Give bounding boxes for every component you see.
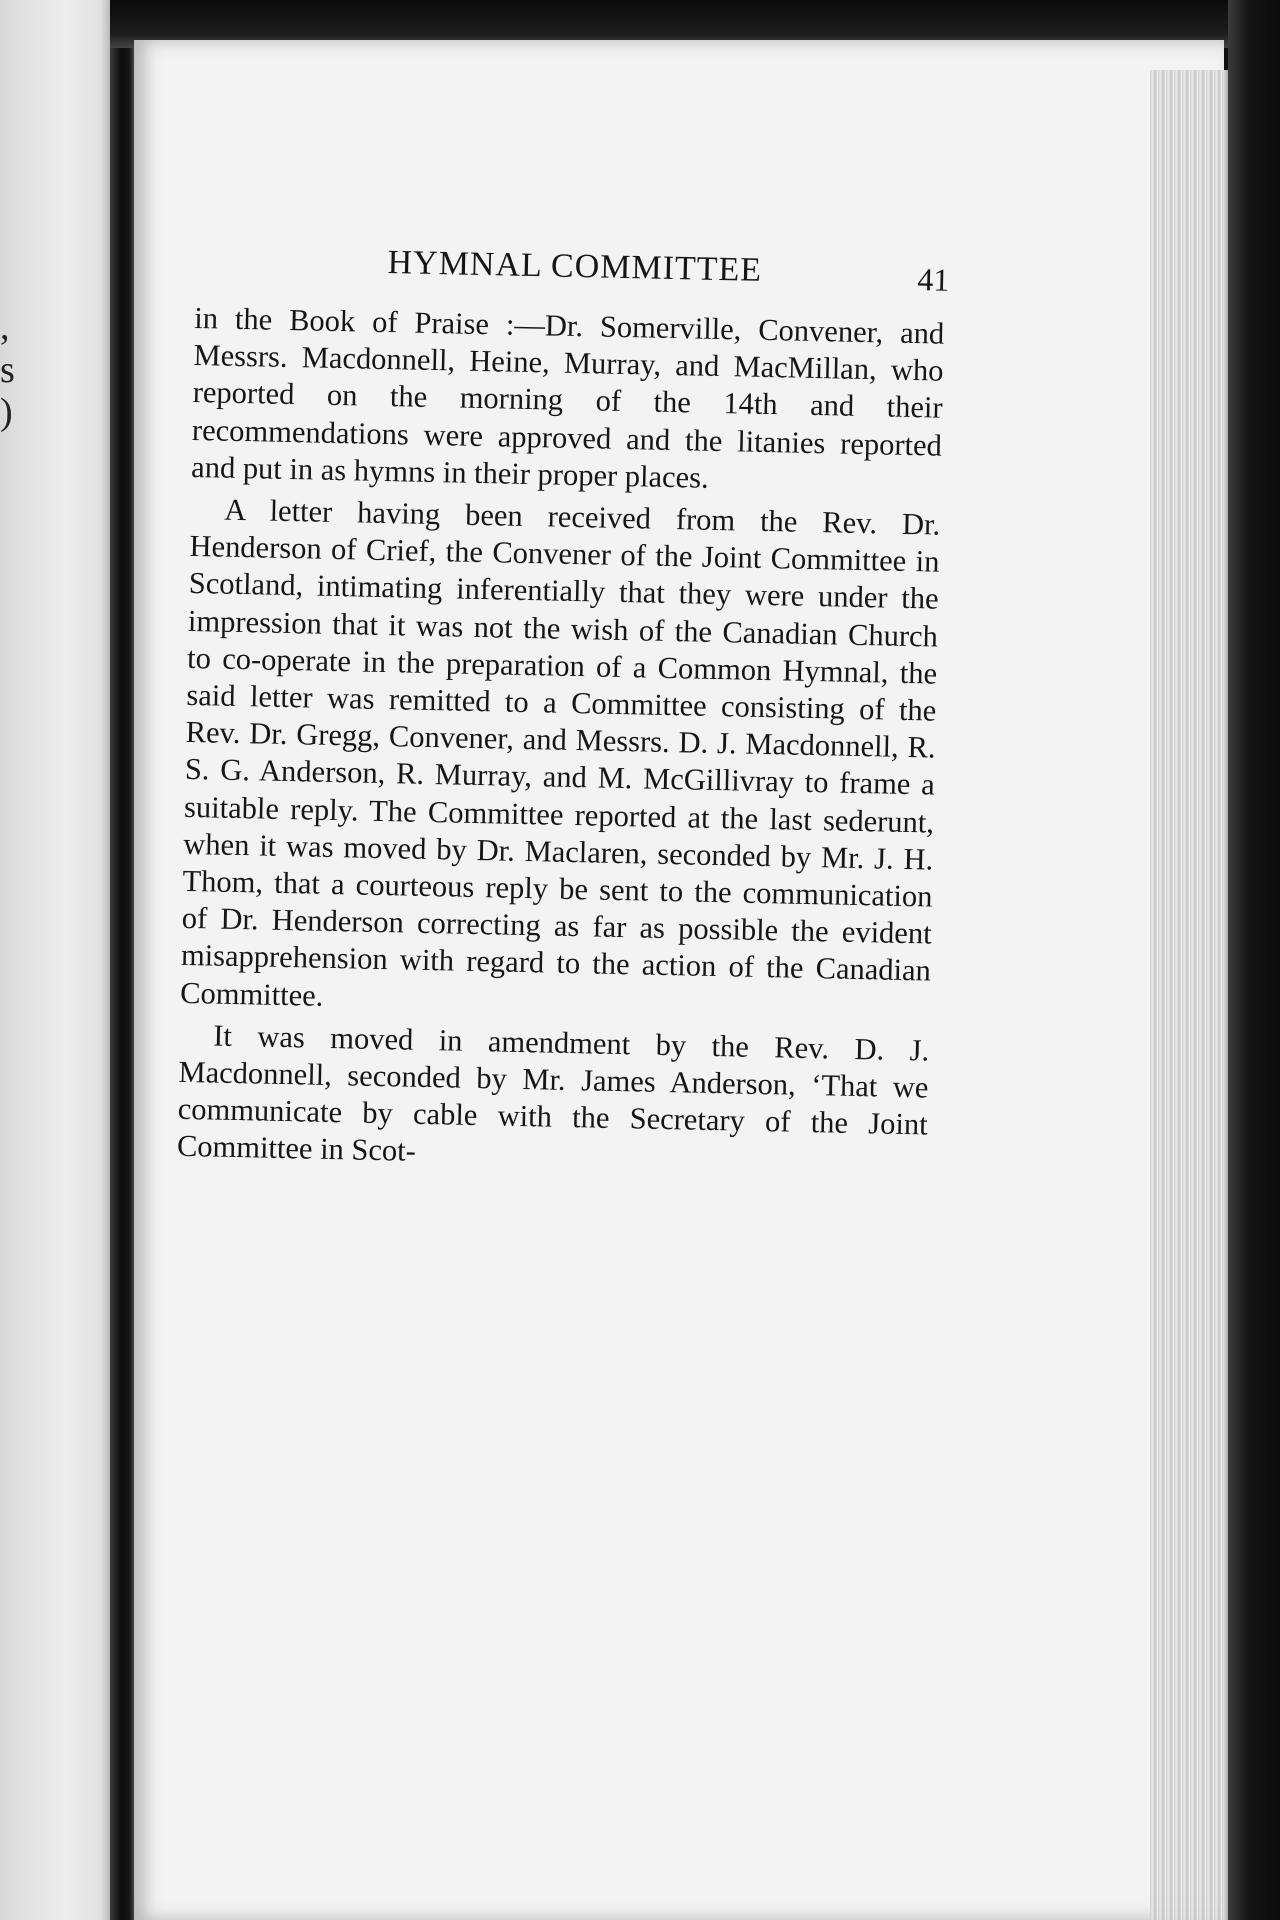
- page-edge-stack: [1150, 70, 1230, 1920]
- right-shadow: [1228, 0, 1280, 1920]
- running-title: HYMNAL COMMITTEE: [387, 244, 763, 289]
- left-page-edge: [0, 0, 118, 1920]
- paragraph: A letter having been received from the Rev. Dr. Henderson of Crief, the Convener of the Joint Committee in Scotland, intimating inferentially that they were under the impression that it was not the wish of the Canadian Church to co-operate in the preparation of a Common Hymnal, the said letter was remitted to a Committee consisting of the Rev. Dr. Gregg, Convener, and Messrs. D. J. Macdonnell, R. S. G. Anderson, R. Murray, and M. McGillivray to frame a suitable reply. The Committee reported at the last sederunt, when it was moved by Dr. Maclaren, seconded by Mr. J. H. Thom, that a courteous reply be sent to the communication of Dr. Henderson correcting as far as possible the evident misapprehension with regard to the action of the Canadian Committee.: [179, 492, 941, 1013]
- left-page-mark: s: [0, 349, 15, 391]
- left-page-mark: ): [0, 391, 13, 433]
- page-text-block: [176, 240, 950, 1181]
- paragraph: It was moved in amendment by the Rev. D. J. Macdonnell, seconded by Mr. James Anderson, ‘That we communicate by cable with the Secretary of the Joint Committee in Scot-: [176, 1018, 930, 1169]
- left-page-mark: ,: [0, 306, 10, 348]
- page-number: 41: [916, 261, 950, 298]
- paragraph: in the Book of Praise :—Dr. Somerville, Convener, and Messrs. Macdonnell, Heine, Murray, and MacMillan, who reported on the morning of the 14th and their recommendations were approved and the litanies reported and put in as hymns in their proper places.: [190, 300, 945, 495]
